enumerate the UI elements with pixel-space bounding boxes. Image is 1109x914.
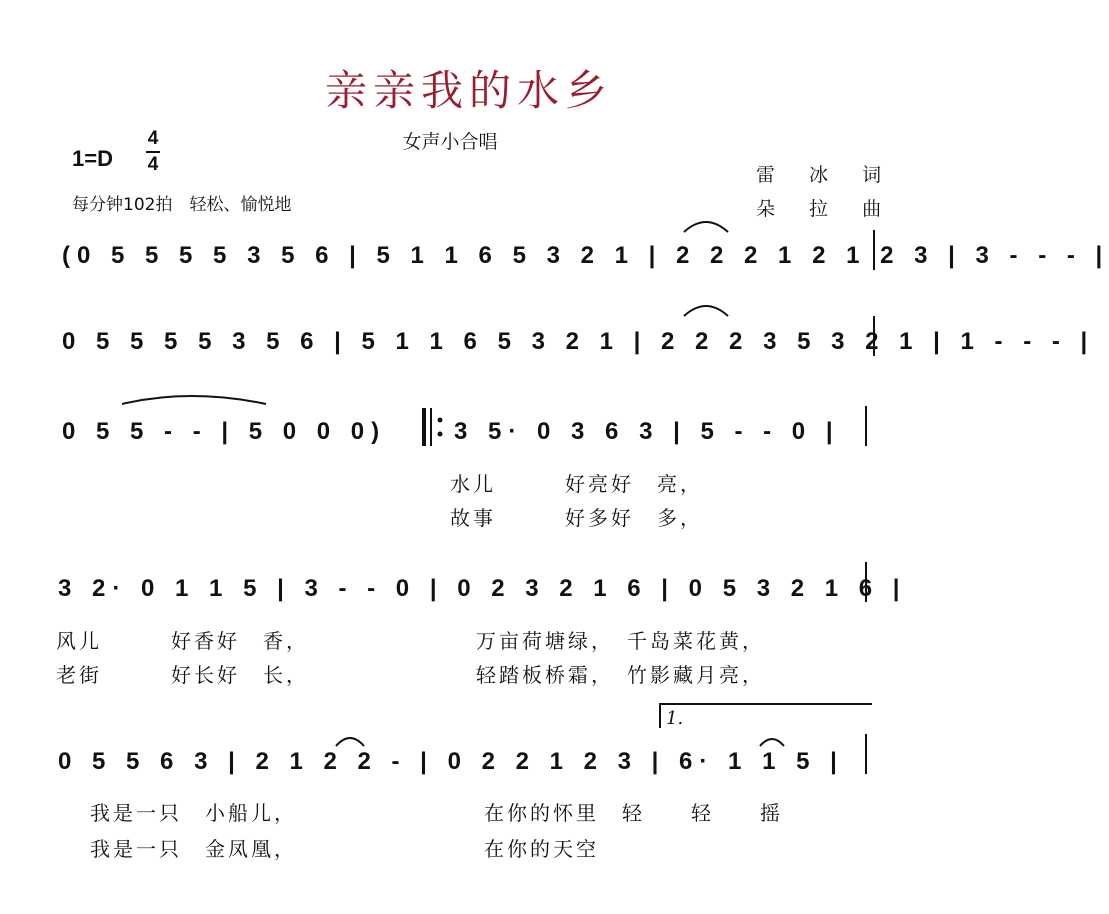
time-signature-top: 4 (147, 128, 159, 149)
lyricist-credit: 雷 冰 词 (756, 164, 896, 186)
score-line-4: 3 2· 0 1 1 5 | 3 - - 0 | 0 2 3 2 1 6 | 0 5 3 2 1 6 | (58, 575, 907, 602)
score-line-3-verse: 3 5· 0 3 6 3 | 5 - - 0 | (454, 418, 840, 445)
lyric-line-5-verse-1a: 我是一只 小船儿， (90, 801, 297, 825)
tempo-marking: 每分钟102拍 轻松、愉悦地 (72, 195, 292, 215)
tie-arc (336, 738, 364, 746)
lyric-line-5-verse-2b: 在你的天空 (484, 837, 599, 861)
repeat-dot (438, 432, 443, 437)
key-signature: 1=D (72, 146, 113, 171)
score-line-3-intro: 0 5 5 - - | 5 0 0 0) (62, 418, 387, 445)
tie-arc (760, 739, 784, 746)
lyric-line-5-verse-1b: 在你的怀里 轻 轻 摇 (484, 801, 783, 825)
tie-arc (684, 222, 728, 232)
lyric-line-3-verse-1: 水儿 好亮好 亮， (450, 472, 703, 496)
lyric-line-4-verse-2a: 老街 好长好 长， (56, 663, 309, 687)
score-line-1: (0 5 5 5 5 3 5 6 | 5 1 1 6 5 3 2 1 | 2 2 2 1 2 1 2 3 | 3 - - - | (62, 242, 1109, 269)
volta-bracket (660, 704, 872, 728)
song-title: 亲亲我的水乡 (324, 66, 613, 115)
lyric-line-4-verse-1a: 风儿 好香好 香， (56, 629, 309, 653)
repeat-dot (438, 418, 443, 423)
score-line-5: 0 5 5 6 3 | 2 1 2 2 - | 0 2 2 1 2 3 | 6· 1 1 5 | (58, 748, 844, 775)
song-subtitle: 女声小合唱 (402, 131, 498, 153)
lyric-line-3-verse-2: 故事 好多好 多， (450, 506, 703, 530)
lyric-line-5-verse-2a: 我是一只 金凤凰， (90, 837, 297, 861)
time-signature-bottom: 4 (147, 154, 159, 175)
volta-label: 1. (666, 708, 684, 729)
tie-arc (684, 306, 728, 316)
composer-credit: 朵 拉 曲 (756, 198, 896, 220)
lyric-line-4-verse-2b: 轻踏板桥霜， 竹影藏月亮， (476, 663, 765, 687)
lyric-line-4-verse-1b: 万亩荷塘绿， 千岛菜花黄， (476, 629, 765, 653)
slur-arc (122, 396, 266, 404)
score-line-2: 0 5 5 5 5 3 5 6 | 5 1 1 6 5 3 2 1 | 2 2 2 3 5 3 2 1 | 1 - - - | (62, 328, 1095, 355)
